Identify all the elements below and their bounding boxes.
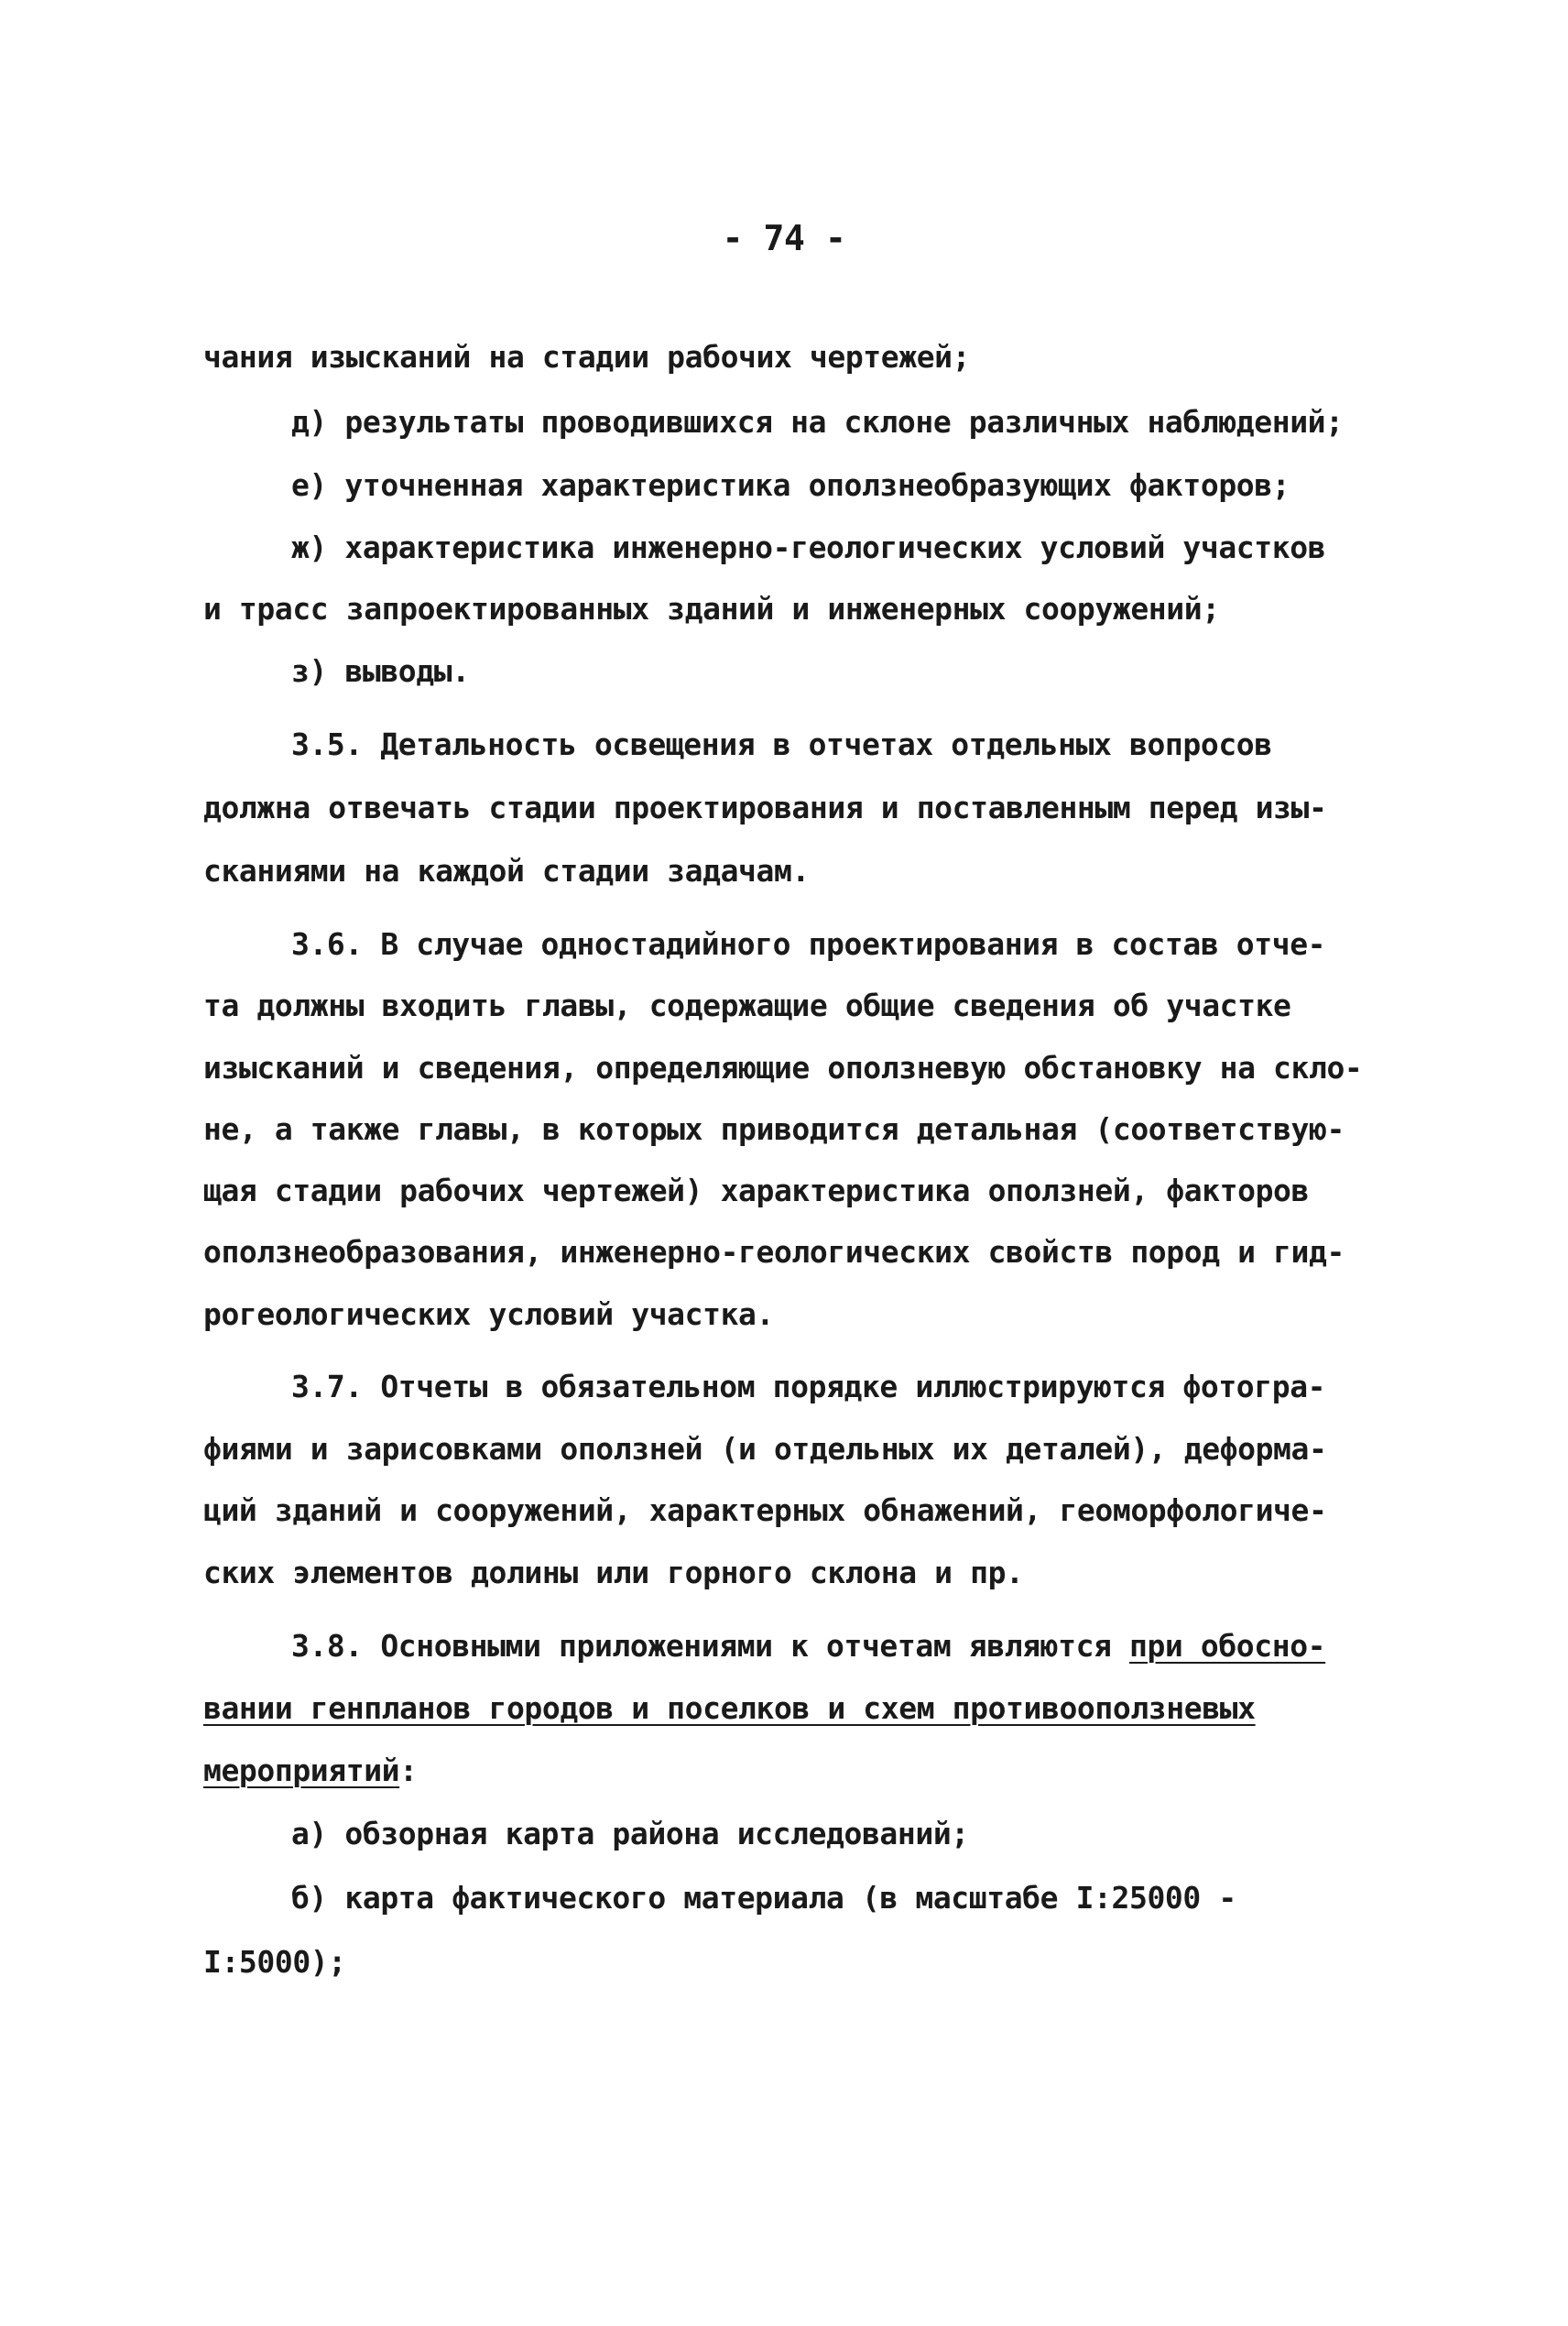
paragraph-3-6-line: не, а также главы, в которых приводится детальная (соответствую-	[203, 1111, 1345, 1147]
paragraph-3-7-line: ских элементов долины или горного склона и пр.	[203, 1555, 1024, 1590]
paragraph-3-6-line: 3.6. В случае одностадийного проектирования в состав отче-	[291, 926, 1326, 962]
page-number: - 74 -	[722, 218, 846, 258]
underlined-text: вании генпланов городов и поселков и схем противооползневых	[203, 1690, 1256, 1726]
paragraph-3-6-line: та должны входить главы, содержащие общие сведения об участке	[203, 988, 1291, 1023]
paragraph-3-5-line: 3.5. Детальность освещения в отчетах отдельных вопросов	[291, 726, 1272, 762]
list-item-z: з) выводы.	[291, 653, 470, 689]
list-item-a: а) обзорная карта района исследований;	[291, 1816, 969, 1851]
paragraph-3-6-line: рогеологических условий участка.	[203, 1296, 774, 1332]
text-line: и трасс запроектированных зданий и инженерных сооружений;	[203, 591, 1220, 627]
list-item-b: б) карта фактического материала (в масштабе I:25000 -	[291, 1880, 1236, 1916]
paragraph-3-7-line: фиями и зарисовками оползней (и отдельных их деталей), деформа-	[203, 1431, 1327, 1467]
colon: :	[399, 1753, 418, 1788]
paragraph-3-7-line: ций зданий и сооружений, характерных обнажений, геоморфологиче-	[203, 1492, 1327, 1528]
paragraph-3-6-line: изысканий и сведения, определяющие оползневую обстановку на скло-	[203, 1050, 1363, 1086]
list-item-zh: ж) характеристика инженерно-геологических условий участков	[291, 530, 1326, 565]
paragraph-3-5-line: сканиями на каждой стадии задачам.	[203, 853, 810, 889]
underlined-text: при обосно-	[1128, 1628, 1326, 1664]
paragraph-3-5-line: должна отвечать стадии проектирования и поставленным перед изы-	[203, 790, 1327, 825]
paragraph-3-8-line	[203, 1690, 1256, 1727]
paragraph-3-7-line: 3.7. Отчеты в обязательном порядке иллюстрируются фотогра-	[291, 1369, 1326, 1404]
list-item-e: е) уточненная характеристика оползнеобразующих факторов;	[291, 467, 1290, 503]
underlined-text: мероприятий	[203, 1753, 400, 1788]
text-line: чания изысканий на стадии рабочих чертежей;	[203, 339, 971, 375]
text-line: I:5000);	[203, 1944, 346, 1980]
list-item-d: д) результаты проводившихся на склоне различных наблюдений;	[291, 404, 1344, 440]
paragraph-3-8-line	[203, 1753, 418, 1789]
paragraph-3-6-line: оползнеобразования, инженерно-геологических свойств пород и гид-	[203, 1234, 1345, 1270]
paragraph-3-8-line	[291, 1628, 1325, 1665]
paragraph-3-6-line: щая стадии рабочих чертежей) характеристика оползней, факторов	[203, 1173, 1309, 1208]
paragraph-3-8-intro: 3.8. Основными приложениями к отчетам являются	[291, 1628, 1129, 1664]
